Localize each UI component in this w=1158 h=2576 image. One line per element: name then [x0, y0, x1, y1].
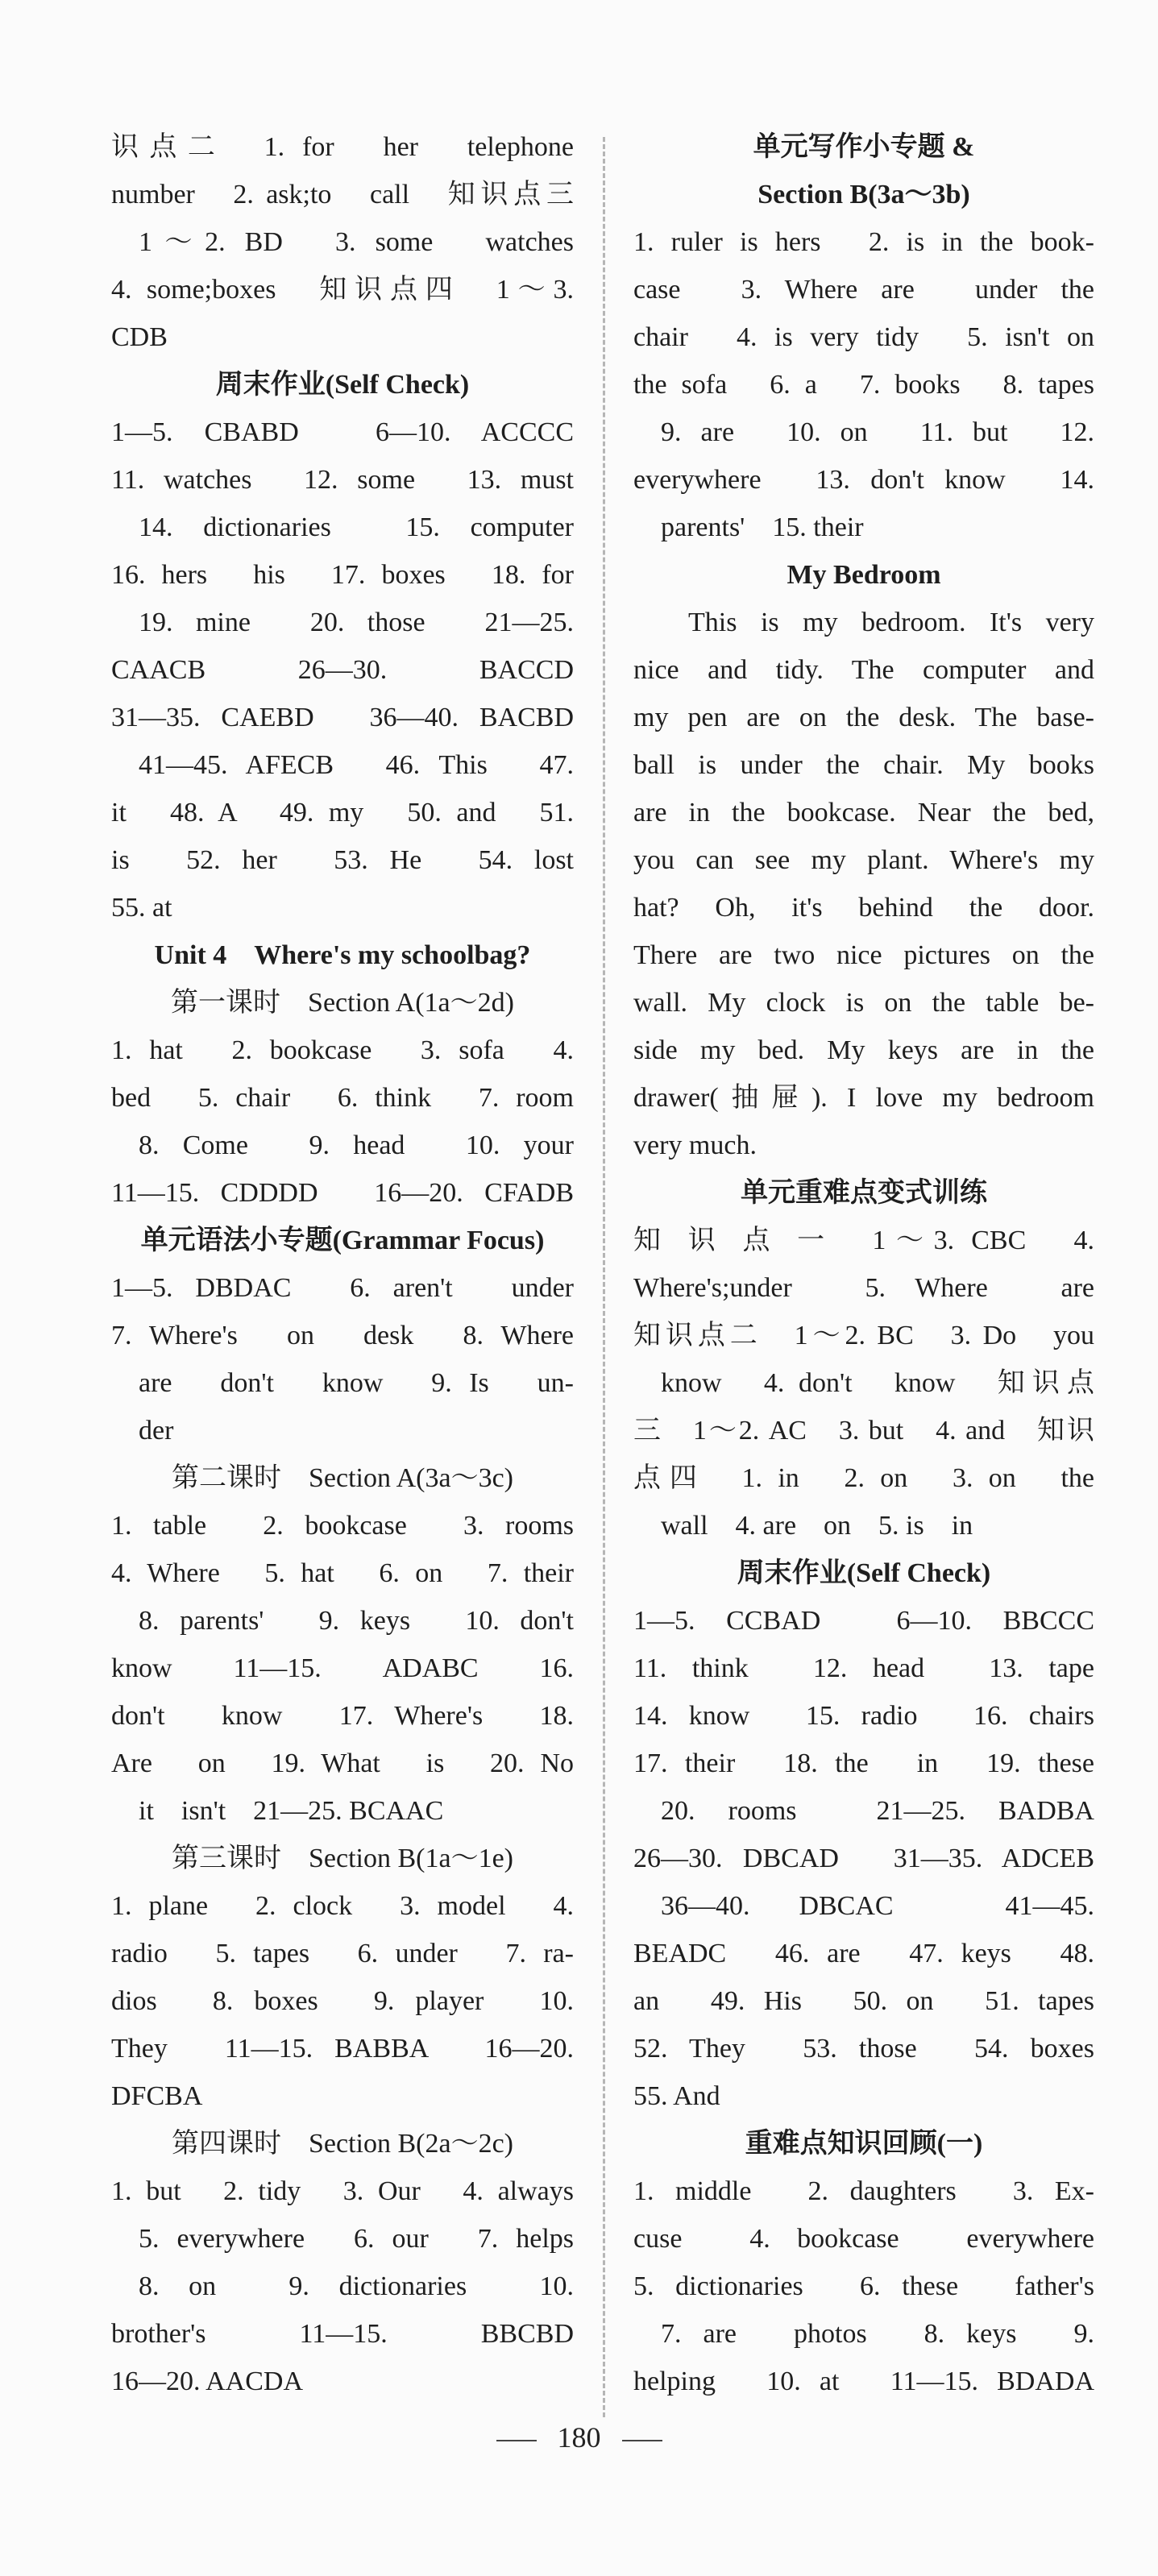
answer-line: radio 5. tapes 6. under 7. ra-: [111, 1939, 574, 1968]
answer-line: They 11—15. BABBA 16—20.: [111, 2034, 574, 2064]
answer-line: everywhere 13. don't know 14.: [633, 465, 1094, 495]
answer-line: 16. hers his 17. boxes 18. for: [111, 560, 574, 590]
answer-line: side my bed. My keys are in the: [633, 1035, 1094, 1065]
section-heading: 单元重难点变式训练: [741, 1178, 987, 1208]
answer-line: 20. rooms 21—25. BADBA: [661, 1796, 1094, 1826]
answer-line: 11. think 12. head 13. tape: [633, 1653, 1094, 1683]
answer-line: 55. And: [633, 2081, 720, 2111]
section-heading: 单元写作小专题 &: [753, 132, 975, 162]
answer-line: 1. but 2. tidy 3. Our 4. always: [111, 2176, 574, 2206]
section-heading: Section B(3a～3b): [757, 180, 970, 209]
answer-line: 14. know 15. radio 16. chairs: [633, 1701, 1094, 1731]
answer-line: it isn't 21—25. BCAAC: [139, 1796, 444, 1826]
answer-line: 7. are photos 8. keys 9.: [661, 2319, 1094, 2349]
answer-line: wall 4. are on 5. is in: [661, 1511, 973, 1541]
answer-line: CDB: [111, 322, 168, 352]
answer-line: the sofa 6. a 7. books 8. tapes: [633, 370, 1094, 400]
answer-line: BEADC 46. are 47. keys 48.: [633, 1939, 1094, 1968]
answer-line: it 48. A 49. my 50. and 51.: [111, 798, 574, 828]
answer-line: 1. table 2. bookcase 3. rooms: [111, 1511, 574, 1541]
answer-line: 知 识 点 一 1～3. CBC 4.: [633, 1226, 1094, 1255]
answer-line: bed 5. chair 6. think 7. room: [111, 1083, 574, 1113]
answer-line: 5. dictionaries 6. these father's: [633, 2271, 1094, 2301]
answer-line: 三 1～2. AC 3. but 4. and 知识: [633, 1416, 1094, 1446]
answer-line: Where's;under 5. Where are: [633, 1273, 1094, 1303]
answer-line: dios 8. boxes 9. player 10.: [111, 1986, 574, 2016]
section-heading: 周末作业(Self Check): [737, 1558, 991, 1588]
answer-line: 第四课时 Section B(2a～2c): [172, 2129, 513, 2159]
answer-line: 4. some;boxes 知识点四 1～3.: [111, 275, 574, 305]
answer-line: 11. watches 12. some 13. must: [111, 465, 574, 495]
answer-line: very much.: [633, 1130, 757, 1160]
section-heading: 周末作业(Self Check): [215, 370, 470, 400]
answer-line: 第二课时 Section A(3a～3c): [172, 1463, 513, 1493]
answer-line: wall. My clock is on the table be-: [633, 988, 1094, 1018]
answer-line: helping 10. at 11—15. BDADA: [633, 2367, 1094, 2396]
answer-line: CAACB 26—30. BACCD: [111, 655, 574, 685]
answer-line: you can see my plant. Where's my: [633, 845, 1094, 875]
answer-line: 17. their 18. the in 19. these: [633, 1748, 1094, 1778]
section-heading: My Bedroom: [787, 560, 941, 590]
answer-line: drawer(抽屉). I love my bedroom: [633, 1083, 1094, 1113]
answer-line: DFCBA: [111, 2081, 203, 2111]
answer-line: 5. everywhere 6. our 7. helps: [139, 2224, 574, 2254]
answer-line: 8. Come 9. head 10. your: [139, 1130, 574, 1160]
answer-line: hat? Oh, it's behind the door.: [633, 893, 1094, 923]
answer-line: 9. are 10. on 11. but 12.: [661, 417, 1094, 447]
answer-line: don't know 17. Where's 18.: [111, 1701, 574, 1731]
answer-line: Are on 19. What is 20. No: [111, 1748, 574, 1778]
answer-line: 36—40. DBCAC 41—45.: [661, 1891, 1094, 1921]
answer-line: 8. parents' 9. keys 10. don't: [139, 1606, 574, 1636]
answer-line: 1. hat 2. bookcase 3. sofa 4.: [111, 1035, 574, 1065]
answer-line: 知识点二 1～2. BC 3. Do you: [633, 1321, 1094, 1350]
answer-line: cuse 4. bookcase everywhere: [633, 2224, 1094, 2254]
answer-line: 1—5. CBABD 6—10. ACCCC: [111, 417, 574, 447]
answer-line: 第一课时 Section A(1a～2d): [171, 988, 514, 1018]
section-heading: Unit 4 Where's my schoolbag?: [154, 940, 531, 970]
answer-line: 14. dictionaries 15. computer: [139, 512, 574, 542]
section-heading: 重难点知识回顾(一): [745, 2129, 983, 2159]
answer-line: 4. Where 5. hat 6. on 7. their: [111, 1558, 574, 1588]
answer-line: ball is under the chair. My books: [633, 750, 1094, 780]
answer-line: case 3. Where are under the: [633, 275, 1094, 305]
answer-line: know 4. don't know 知识点: [661, 1368, 1094, 1398]
left-column: [111, 123, 574, 2405]
answer-line: number 2. ask;to call 知识点三: [111, 180, 574, 209]
answer-line: 26—30. DBCAD 31—35. ADCEB: [633, 1844, 1094, 1873]
answer-line: 55. at: [111, 893, 172, 923]
answer-line: 1. middle 2. daughters 3. Ex-: [633, 2176, 1094, 2206]
answer-line: This is my bedroom. It's very: [688, 608, 1094, 637]
answer-line: are in the bookcase. Near the bed,: [633, 798, 1094, 828]
answer-line: my pen are on the desk. The base-: [633, 703, 1094, 732]
footer-dash-right: [622, 2440, 662, 2441]
answer-line: 1—5. CCBAD 6—10. BBCCC: [633, 1606, 1094, 1636]
answer-line: parents' 15. their: [661, 512, 864, 542]
answer-line: brother's 11—15. BBCBD: [111, 2319, 574, 2349]
answer-line: 识点二 1. for her telephone: [111, 132, 574, 162]
answer-line: 点四 1. in 2. on 3. on the: [633, 1463, 1094, 1493]
answer-line: der: [139, 1416, 174, 1446]
answer-line: 1. plane 2. clock 3. model 4.: [111, 1891, 574, 1921]
answer-line: 31—35. CAEBD 36—40. BACBD: [111, 703, 574, 732]
answer-line: nice and tidy. The computer and: [633, 655, 1094, 685]
answer-line: 8. on 9. dictionaries 10.: [139, 2271, 574, 2301]
answer-line: chair 4. is very tidy 5. isn't on: [633, 322, 1094, 352]
answer-line: There are two nice pictures on the: [633, 940, 1094, 970]
answer-line: is 52. her 53. He 54. lost: [111, 845, 574, 875]
answer-line: 11—15. CDDDD 16—20. CFADB: [111, 1178, 574, 1208]
page-footer: [0, 2413, 1158, 2462]
answer-line: 52. They 53. those 54. boxes: [633, 2034, 1094, 2064]
answer-line: 16—20. AACDA: [111, 2367, 304, 2396]
answer-line: 1. ruler is hers 2. is in the book-: [633, 227, 1094, 257]
answer-line: 第三课时 Section B(1a～1e): [172, 1844, 513, 1873]
answer-line: 1—5. DBDAC 6. aren't under: [111, 1273, 574, 1303]
footer-dash-left: [496, 2440, 537, 2441]
right-column: [633, 123, 1094, 2405]
page-number: 180: [557, 2421, 601, 2454]
answer-line: 41—45. AFECB 46. This 47.: [139, 750, 574, 780]
answer-line: 1～2. BD 3. some watches: [139, 227, 574, 257]
section-heading: 单元语法小专题(Grammar Focus): [140, 1226, 545, 1255]
answer-line: 7. Where's on desk 8. Where: [111, 1321, 574, 1350]
answer-line: know 11—15. ADABC 16.: [111, 1653, 574, 1683]
column-divider: [603, 137, 605, 2417]
answer-line: 19. mine 20. those 21—25.: [139, 608, 574, 637]
answer-line: are don't know 9. Is un-: [139, 1368, 574, 1398]
answer-line: an 49. His 50. on 51. tapes: [633, 1986, 1094, 2016]
